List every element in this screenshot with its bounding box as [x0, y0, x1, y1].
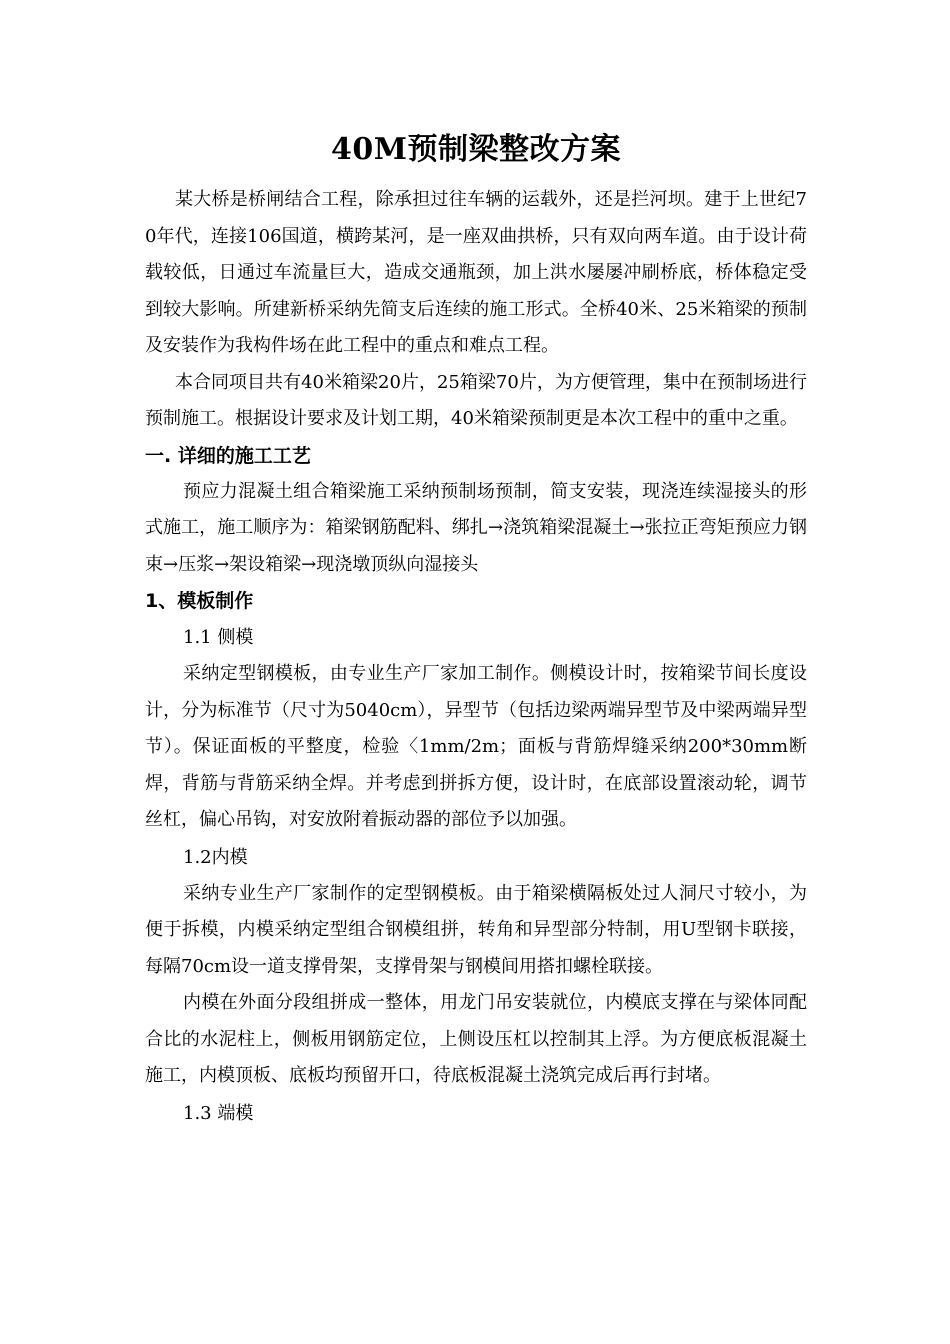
paragraph-project-scope: 本合同项目共有40米箱梁20片，25箱梁70片，为方便管理，集中在预制场进行预制施工。根据设计要求及计划工期，40米箱梁预制更是本次工程中的重中之重。 — [145, 371, 807, 429]
paragraph-side-form: 采纳定型钢模板，由专业生产厂家加工制作。侧模设计时，按箱梁节间长度设计，分为标准节（尺寸为5040cm），异型节（包括边梁两端异型节及中梁两端异型节）。保证面板的平整度，检验〈1mm/2m；面板与背筋焊缝采纳200*30mm断焊，背筋与背筋采纳全焊。并考虑到拼拆方便，设计时，在底部设置滚动轮，调节丝杠，偏心吊钩，对安放附着振动器的部位予以加强。 — [145, 663, 807, 830]
paragraph-inner-form-installation: 内模在外面分段组拼成一整体，用龙门吊安装就位，内模底支撑在与梁体同配合比的水泥柱上，侧板用钢筋定位，上侧设压杠以控制其上浮。为方便底板混凝土施工，内模顶板、底板均预留开口，待底板混凝土浇筑完成后再行封堵。 — [145, 992, 807, 1086]
subheading-end-form: 1.3 端模 — [183, 1102, 254, 1124]
document-body — [145, 128, 807, 1132]
paragraph-inner-form: 采纳专业生产厂家制作的定型钢模板。由于箱梁横隔板处过人洞尺寸较小，为便于拆模，内模采纳定型组合钢模组拼，转角和异型部分特制，用U型钢卡联接，每隔70cm设一道支撑骨架，支撑骨架与钢模间用搭扣螺栓联接。 — [145, 882, 807, 977]
subheading-inner-form: 1.2内模 — [183, 846, 248, 868]
section-heading-formwork: 1、模板制作 — [145, 590, 254, 612]
section-heading-construction-process: 一. 详细的施工工艺 — [145, 444, 311, 467]
paragraph-intro: 某大桥是桥闸结合工程，除承担过往车辆的运载外，还是拦河坝。建于上世纪70年代，连接106国道，横跨某河，是一座双曲拱桥，只有双向两车道。由于设计荷载较低，日通过车流量巨大，造成交通瓶颈，加上洪水屡屡冲刷桥底，桥体稳定受到较大影响。所建新桥采纳先简支后连续的施工形式。全桥40米、25米箱梁的预制及安装作为我构件场在此工程中的重点和难点工程。 — [145, 189, 807, 356]
subheading-side-form: 1.1 侧模 — [183, 627, 254, 648]
document-title: 40M预制梁整改方案 — [331, 132, 621, 167]
paragraph-construction-sequence: 预应力混凝土组合箱梁施工采纳预制场预制，简支安装，现浇连续湿接头的形式施工，施工顺序为：箱梁钢筋配料、绑扎→浇筑箱梁混凝土→张拉正弯矩预应力钢束→压浆→架设箱梁→现浇墩顶纵向湿接头 — [145, 480, 807, 575]
